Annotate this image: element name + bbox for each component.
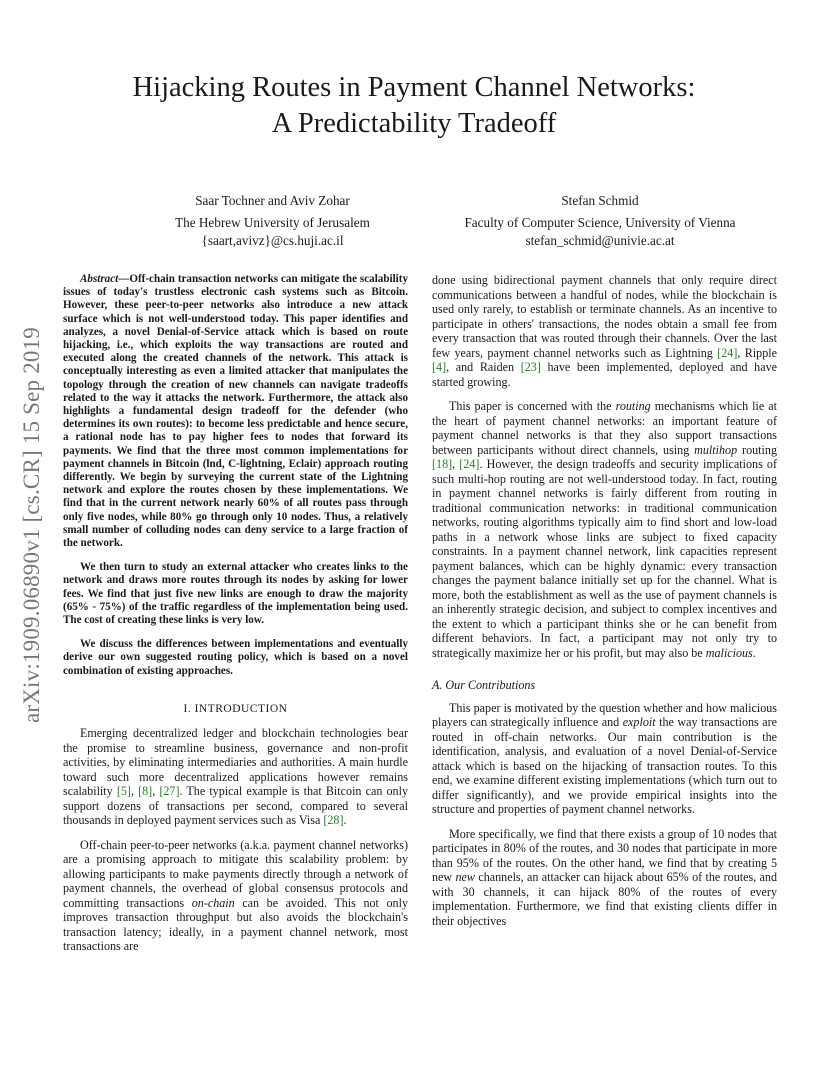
citation-link[interactable]: [4] bbox=[432, 360, 447, 374]
abstract bbox=[63, 273, 408, 678]
author-email: {saart,avivz}@cs.huji.ac.il bbox=[201, 233, 344, 248]
paper-title bbox=[60, 70, 768, 142]
left-column bbox=[63, 273, 408, 954]
author-email: stefan_schmid@univie.ac.at bbox=[525, 233, 675, 248]
author-affiliation: Faculty of Computer Science, University of Vienna bbox=[464, 215, 736, 230]
abstract-paragraph-3: We discuss the differences between implementations and eventually derive our own suggested routing policy, which is based on a novel combination of existing approaches. bbox=[63, 638, 408, 677]
citation-link[interactable]: [23] bbox=[520, 360, 541, 374]
citation-link[interactable]: [24] bbox=[459, 457, 480, 471]
abstract-paragraph-1: Abstract—Off-chain transaction networks can mitigate the scalability issues of today's trustless electronic cash systems such as Bitcoin. However, these peer-to-peer networks also introduce a new attack surface which is not well-understood today. This paper identifies and analyzes, a novel Denial-of-Service attack which is based on route hijacking, i.e., which exploits the way transactions are routed and executed along the created channels of the network. This attack is conceptually interesting as even a limited attacker that manipulates the topology through the creation of new channels can navigate tradeoffs related to the way it attacks the network. Furthermore, the attack also highlights a fundamental design tradeoff for the defender (who determines its own routes): to become less predictable and hence secure, a rational node has to pay higher fees to nodes that forward its payments. We find that the three most common implementations for payment channels in Bitcoin (lnd, C-lightning, Eclair) approach routing differently. We begin by surveying the current state of the Lightning network and explore the routes chosen by these implementations. We find that in the current network nearly 60% of all routes pass through only five nodes, while 80% go through only 10 nodes. Thus, a relatively small number of colluding nodes can deny service to a large fraction of the network. bbox=[63, 273, 408, 550]
author-name: Stefan Schmid bbox=[561, 193, 639, 208]
author-block-1 bbox=[135, 192, 410, 250]
contributions-paragraph-1: This paper is motivated by the question whether and how malicious players can strategically influence and exploit the way transactions are routed in off-chain networks. Our main contribution is the identification, analysis, and evaluation of a novel Denial-of-Service attack which is based on the hijacking of transaction routes. To this end, we examine different existing implementations (which turn out to differ significantly), and we provide empirical insights into the structure and properties of payment channel networks. bbox=[432, 700, 778, 816]
author-block-2 bbox=[410, 192, 790, 250]
intro-paragraph-1: Emerging decentralized ledger and blockchain technologies bear the promise to streamline business, governance and non-profit activities, by eliminating intermediaries and authorities. A main hurdle toward such more decentralized applications however remains scalability [5], [8], [27]. The typical example is that Bitcoin can only support dozens of transactions per second, compared to several thousands in deployed payment services such as Visa [28]. bbox=[63, 726, 408, 828]
arxiv-identifier-text: arXiv:1909.06890v1 [cs.CR] 15 Sep 2019 bbox=[19, 326, 44, 724]
citation-link[interactable]: [18] bbox=[432, 457, 453, 471]
author-name: Saar Tochner and Aviv Zohar bbox=[195, 193, 350, 208]
abstract-paragraph-2: We then turn to study an external attacker who creates links to the network and draws more routes through its nodes by asking for lower fees. We find that just five new links are enough to draw the majority (65% - 75%) of the traffic regardless of the implementation being used. The cost of creating these links is very low. bbox=[63, 561, 408, 627]
intro-paragraph-2: Off-chain peer-to-peer networks (a.k.a. payment channel networks) are a promising approach to mitigate this scalability problem: by allowing participants to make payments directly through a network of payment channels, the overhead of global consensus protocols and committing transactions on-chain can be avoided. This not only improves transaction throughput but also avoids the blockchain's transaction latency; ideally, in a payment channel network, most transactions are bbox=[63, 837, 408, 954]
subsection-heading-contributions: A. Our Contributions bbox=[432, 678, 536, 692]
right-column bbox=[432, 273, 777, 928]
intro-paragraph-4: This paper is concerned with the routing mechanisms which lie at the heart of payment channel networks: an important feature of payment channel networks is that they also support transactions between participants without direct channels, using multihop routing [18], [24]. However, the design tradeoffs and security implications of such multi-hop routing are not well-understood today. In fact, routing in payment channel networks is fairly different from routing in traditional communication networks: in traditional communication networks, routing algorithms typically aim to find short and low-load paths in a network whose links are subject to fixed capacity constraints. In a payment channel network, link capacities represent payment balances, which can be highly dynamic: every transaction changes the payment balance initially set up for the channel. What is more, both the establishment as well as the use of payment channels is an inherently strategic decision, and subject to complex incentives and the extent to which a participant thinks she or he can benefit from different behaviors. In fact, a participant may not only try to strategically maximize her or his profit, but may also be malicious. bbox=[432, 399, 778, 660]
section-heading-introduction: I. INTRODUCTION bbox=[183, 702, 288, 715]
citation-link[interactable]: [27] bbox=[159, 784, 180, 799]
abstract-label: Abstract bbox=[80, 273, 119, 285]
author-affiliation: The Hebrew University of Jerusalem bbox=[175, 215, 370, 230]
contributions-paragraph-2: More specifically, we find that there exists a group of 10 nodes that participates in 80% of the routes, and 30 nodes that participate in more than 95% of the routes. On the other hand, we find that by creating 5 new new channels, an attacker can hijack about 65% of the routes, and with 30 channels, it can hijack 80% of the routes of every implementation. Furthermore, we find that existing clients differ in their objectives bbox=[432, 826, 778, 928]
citation-link[interactable]: [24] bbox=[717, 345, 738, 360]
citation-link[interactable]: [28] bbox=[323, 813, 344, 828]
title-line-1: Hijacking Routes in Payment Channel Networks: bbox=[132, 72, 696, 103]
intro-paragraph-3: done using bidirectional payment channels that only require direct communications between a handful of nodes, while the blockchain is used only rarely, to establish or terminate channels. As an incentive to participate in others' transactions, the nodes obtain a small fee from every transaction that was routed through their channels. Over the last few years, payment channel networks such as Lightning [24], Ripple [4], and Raiden [23] have been implemented, deployed and have started growing. bbox=[432, 273, 778, 389]
citation-link[interactable]: [5] bbox=[116, 784, 131, 799]
citation-link[interactable]: [8] bbox=[138, 784, 153, 799]
title-line-2: A Predictability Tradeoff bbox=[271, 108, 557, 139]
arxiv-identifier bbox=[12, 290, 52, 760]
